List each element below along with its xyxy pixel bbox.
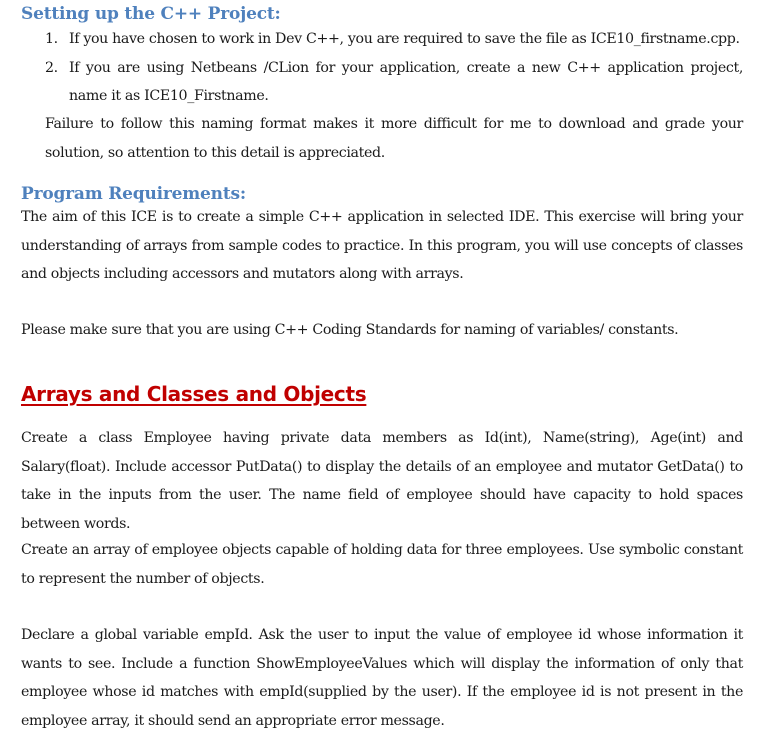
list-item [45,25,743,54]
list-item-text: If you are using Netbeans /CLion for your application, create a new C++ application project, name it as ICE10_Firstname. [69,59,743,104]
setup-steps-list [45,25,743,111]
list-item [45,54,743,111]
coding-standards-note: Please make sure that you are using C++ Coding Standards for naming of variables/ constants. [21,322,679,338]
list-item-number: 1. [45,31,58,47]
naming-format-note: Failure to follow this naming format makes it more difficult for me to download and grade your solution, so attention to this detail is appreciated. [45,116,743,161]
global-empid-paragraph: Declare a global variable empId. Ask the user to input the value of employee id whose information it wants to see. Include a function ShowEmployeeValues which will display the information of only that employee whose id matches with empId(supplied by the user). If the employee id is not present in the employee array, it should send an appropriate error message. [21,627,743,729]
employee-array-paragraph: Create an array of employee objects capable of holding data for three employees. Use symbolic constant to represent the number of objects. [21,542,743,587]
requirements-paragraph: The aim of this ICE is to create a simple C++ application in selected IDE. This exercise will bring your understanding of arrays from sample codes to practice. In this program, you will use concepts of classes and objects including accessors and mutators along with arrays. [21,209,743,282]
requirements-heading: Program Requirements: [21,184,246,204]
list-item-number: 2. [45,59,58,76]
arrays-section-title: Arrays and Classes and Objects [21,382,367,406]
setup-heading: Setting up the C++ Project: [21,4,281,24]
list-item-text: If you have chosen to work in Dev C++, you are required to save the file as ICE10_firstname.cpp. [69,31,740,47]
employee-class-paragraph: Create a class Employee having private data members as Id(int), Name(string), Age(int) and Salary(float). Include accessor PutData() to display the details of an employee and mutator GetData() to take in the inputs from the user. The name field of employee should have capacity to hold spaces between words. [21,430,743,532]
